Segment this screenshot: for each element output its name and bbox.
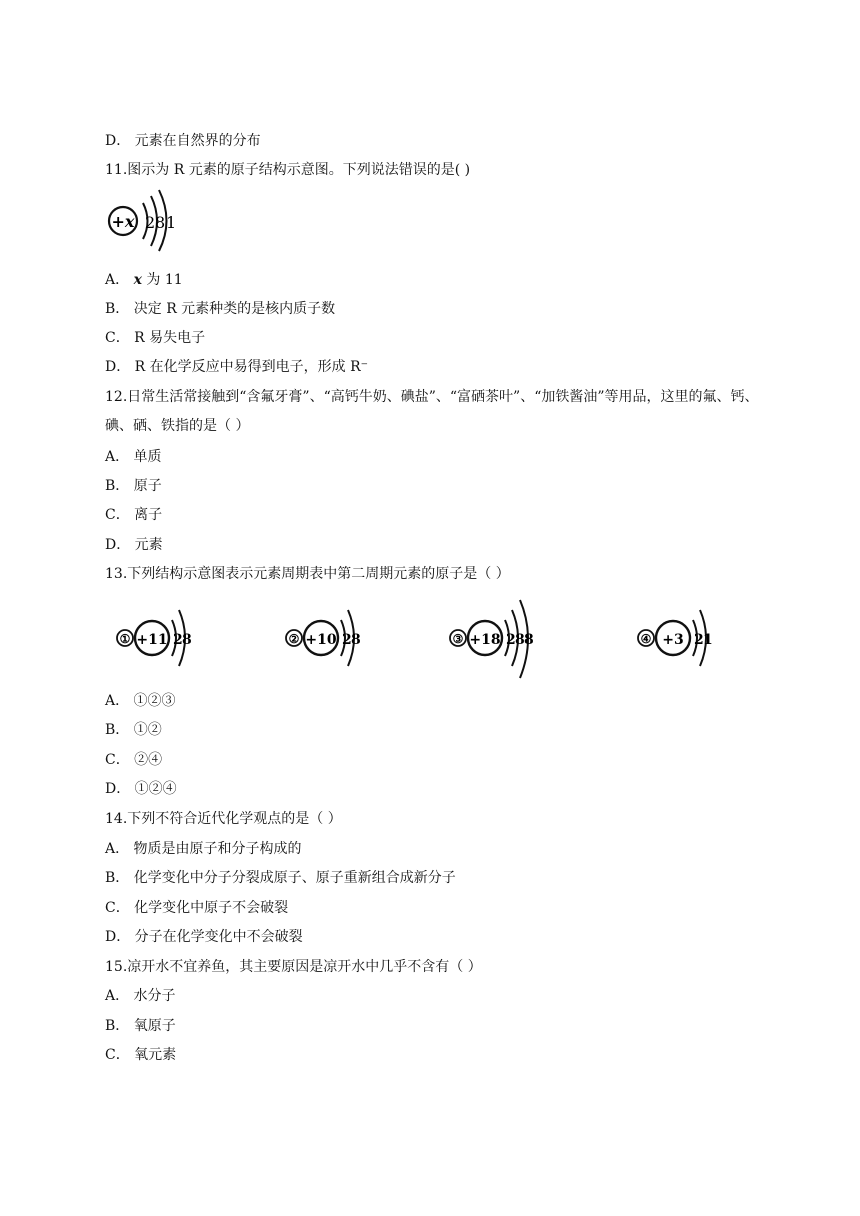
q12-option-d: D． 元素 <box>105 537 163 553</box>
atom-3-nucleus: +18 <box>469 632 501 648</box>
atom-4-nucleus: +3 <box>662 632 684 648</box>
q15-option-a: A． 水分子 <box>105 988 176 1004</box>
atom-3-shell-1: 2 <box>506 632 516 648</box>
q14-option-c: C． 化学变化中原子不会破裂 <box>105 900 289 916</box>
q14-option-b: B． 化学变化中分子分裂成原子、原子重新组合成新分子 <box>105 870 456 886</box>
atom-2-nucleus: +10 <box>305 632 337 648</box>
atom-2-label: ② <box>288 632 300 646</box>
atom-4-label: ④ <box>640 632 652 646</box>
q11-option-c: C． R 易失电子 <box>105 330 206 346</box>
q14-option-d: D． 分子在化学变化中不会破裂 <box>105 929 303 945</box>
atom-4-shell-1: 2 <box>694 632 704 648</box>
atom-2-shell-1: 2 <box>342 632 352 648</box>
q12-stem: 12.日常生活常接触到“含氟牙膏”、“高钙牛奶、碘盐”、“富硒茶叶”、“加铁酱油”等用品，这里的氟、钙、碘、硒、铁指的是（ ） <box>105 389 759 434</box>
atom-1-shell-2: 8 <box>182 632 192 648</box>
q11-stem: 11.图示为 R 元素的原子结构示意图。下列说法错误的是( ) <box>105 162 471 178</box>
atom-1-label: ① <box>119 632 131 646</box>
q14-option-a: A． 物质是由原子和分子构成的 <box>105 841 302 857</box>
r-atom-diagram <box>103 188 183 252</box>
q11-option-a-prefix: A． <box>105 272 130 288</box>
q13-option-d: D． ①②④ <box>105 781 177 797</box>
atom-3-shell-2: 8 <box>515 632 525 648</box>
q11-option-a-text: 为 11 <box>141 272 183 288</box>
q15-option-c: C． 氧元素 <box>105 1047 177 1063</box>
r-atom-shell-3: 1 <box>166 213 177 232</box>
atom-diagram-4 <box>636 598 731 682</box>
atom-3-label: ③ <box>452 632 464 646</box>
q11-option-b: B． 决定 R 元素种类的是核内质子数 <box>105 301 336 317</box>
r-atom-shell-1: 2 <box>145 213 156 232</box>
q15-stem: 15.凉开水不宜养鱼，其主要原因是凉开水中几乎不含有（ ） <box>105 959 482 975</box>
atom-1-nucleus: +11 <box>136 632 168 648</box>
atom-4-shell-2: 1 <box>703 632 713 648</box>
atom-diagram-3 <box>448 596 548 684</box>
q13-option-b: B． ①② <box>105 722 162 738</box>
q13-option-a: A． ①②③ <box>105 693 176 709</box>
q13-option-c: C． ②④ <box>105 752 163 768</box>
q14-stem: 14.下列不符合近代化学观点的是（ ） <box>105 811 342 827</box>
atom-diagram-2 <box>284 598 379 682</box>
r-atom-shell-2: 8 <box>155 213 166 232</box>
q12-option-b: B． 原子 <box>105 478 162 494</box>
atom-2-shell-2: 8 <box>351 632 361 648</box>
q10-option-d: D． 元素在自然界的分布 <box>105 133 261 149</box>
q12-option-c: C． 离子 <box>105 507 163 523</box>
q11-option-d: D． R 在化学反应中易得到电子，形成 R⁻ <box>105 359 369 375</box>
r-atom-nucleus: +x <box>111 212 135 231</box>
q12-option-a: A． 单质 <box>105 449 162 465</box>
q13-stem: 13.下列结构示意图表示元素周期表中第二周期元素的原子是（ ） <box>105 566 510 582</box>
atom-1-shell-1: 2 <box>173 632 183 648</box>
q11-option-a-variable: x <box>133 272 142 288</box>
atom-diagram-1 <box>115 598 210 682</box>
q15-option-b: B． 氧原子 <box>105 1018 176 1034</box>
atom-3-shell-3: 8 <box>524 632 534 648</box>
q11-option-a <box>105 270 183 290</box>
